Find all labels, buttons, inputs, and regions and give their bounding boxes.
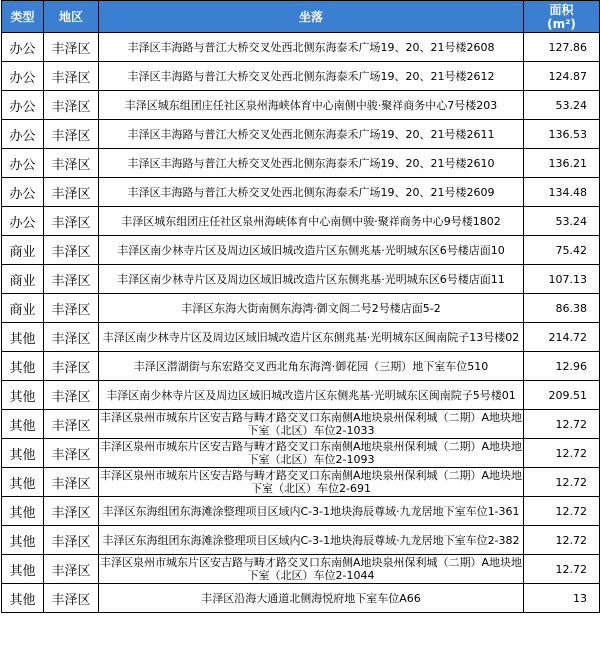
cell-size: 12.96 <box>524 352 600 381</box>
cell-area: 丰泽区 <box>44 149 99 178</box>
cell-type: 其他 <box>2 468 44 497</box>
cell-type: 商业 <box>2 294 44 323</box>
cell-address: 丰泽区泉州市城东片区安吉路与畴才路交叉口东南侧A地块泉州保利城（二期）A地块地下室（北区）车位2-1044 <box>99 556 523 582</box>
cell-area: 丰泽区 <box>44 207 99 236</box>
cell-size: 12.72 <box>524 497 600 526</box>
cell-address: 丰泽区丰海路与普江大桥交叉处西北侧东海泰禾广场19、20、21号楼2609 <box>99 178 524 207</box>
cell-size: 12.72 <box>524 526 600 555</box>
cell-area: 丰泽区 <box>44 91 99 120</box>
cell-address: 丰泽区丰海路与普江大桥交叉处西北侧东海泰禾广场19、20、21号楼2612 <box>99 62 524 91</box>
cell-size: 12.72 <box>524 468 600 497</box>
cell-address: 丰泽区泉州市城东片区安吉路与畴才路交叉口东南侧A地块泉州保利城（二期）A地块地下室（北区）车位2-1033 <box>99 411 523 437</box>
cell-address: 丰泽区东海组团东海滩涂整理项目区域内C-3-1地块海辰尊域·九龙居地下室车位2-382 <box>99 526 524 555</box>
cell-address: 丰泽区南少林寺片区及周边区域旧城改造片区东侧兆基·光明城东区闽南院子13号楼02 <box>99 323 524 352</box>
cell-type: 其他 <box>2 584 44 613</box>
cell-size: 12.72 <box>524 410 600 439</box>
cell-area: 丰泽区 <box>44 33 99 62</box>
cell-area: 丰泽区 <box>44 236 99 265</box>
header-area: 地区 <box>44 1 99 33</box>
cell-size: 12.72 <box>524 555 600 584</box>
cell-size: 214.72 <box>524 323 600 352</box>
cell-type: 其他 <box>2 410 44 439</box>
table-row <box>2 352 600 381</box>
cell-area: 丰泽区 <box>44 497 99 526</box>
cell-address: 丰泽区潜湖街与东宏路交叉西北角东海湾·御花园（三期）地下室车位510 <box>99 352 524 381</box>
cell-type: 其他 <box>2 323 44 352</box>
table-row <box>2 584 600 613</box>
cell-type: 办公 <box>2 62 44 91</box>
cell-area: 丰泽区 <box>44 323 99 352</box>
cell-type: 办公 <box>2 207 44 236</box>
cell-address: 丰泽区泉州市城东片区安吉路与畴才路交叉口东南侧A地块泉州保利城（二期）A地块地下室（北区）车位2-1093 <box>99 440 523 466</box>
cell-type: 办公 <box>2 91 44 120</box>
table-row <box>2 410 600 439</box>
cell-area: 丰泽区 <box>44 178 99 207</box>
header-size <box>524 1 600 33</box>
header-size-label: 面积 <box>549 2 574 17</box>
cell-type: 商业 <box>2 236 44 265</box>
table-row <box>2 468 600 497</box>
table-row <box>2 178 600 207</box>
cell-address: 丰泽区南少林寺片区及周边区域旧城改造片区东侧兆基·光明城东区闽南院子5号楼01 <box>99 381 524 410</box>
cell-type: 其他 <box>2 439 44 468</box>
cell-area: 丰泽区 <box>44 584 99 613</box>
cell-area: 丰泽区 <box>44 381 99 410</box>
cell-address: 丰泽区丰海路与普江大桥交叉处西北侧东海泰禾广场19、20、21号楼2611 <box>99 120 524 149</box>
cell-address: 丰泽区丰海路与普江大桥交叉处西北侧东海泰禾广场19、20、21号楼2610 <box>99 149 524 178</box>
header-type: 类型 <box>2 1 44 33</box>
cell-type: 其他 <box>2 526 44 555</box>
table-row <box>2 149 600 178</box>
cell-size: 13 <box>524 584 600 613</box>
cell-type: 商业 <box>2 265 44 294</box>
cell-type: 其他 <box>2 555 44 584</box>
table-body <box>2 33 600 613</box>
table-row <box>2 265 600 294</box>
cell-area: 丰泽区 <box>44 352 99 381</box>
cell-size: 75.42 <box>524 236 600 265</box>
cell-size: 53.24 <box>524 207 600 236</box>
cell-size: 12.72 <box>524 439 600 468</box>
cell-size: 127.86 <box>524 33 600 62</box>
cell-type: 其他 <box>2 381 44 410</box>
cell-area: 丰泽区 <box>44 62 99 91</box>
header-size-unit: (m²) <box>547 16 576 31</box>
table-row <box>2 294 600 323</box>
property-table <box>1 0 600 613</box>
table-row <box>2 555 600 584</box>
cell-type: 办公 <box>2 120 44 149</box>
cell-address: 丰泽区丰海路与普江大桥交叉处西北侧东海泰禾广场19、20、21号楼2608 <box>99 33 524 62</box>
table-row <box>2 439 600 468</box>
cell-area: 丰泽区 <box>44 468 99 497</box>
cell-area: 丰泽区 <box>44 120 99 149</box>
cell-area: 丰泽区 <box>44 555 99 584</box>
cell-size: 53.24 <box>524 91 600 120</box>
cell-size: 136.53 <box>524 120 600 149</box>
cell-size: 86.38 <box>524 294 600 323</box>
cell-size: 134.48 <box>524 178 600 207</box>
cell-address: 丰泽区泉州市城东片区安吉路与畴才路交叉口东南侧A地块泉州保利城（二期）A地块地下室（北区）车位2-691 <box>99 469 523 495</box>
table-row <box>2 381 600 410</box>
cell-type: 办公 <box>2 178 44 207</box>
cell-address: 丰泽区东海大街南侧东海湾·御文阁二号2号楼店面5-2 <box>99 294 524 323</box>
cell-size: 124.87 <box>524 62 600 91</box>
cell-size: 136.21 <box>524 149 600 178</box>
cell-address: 丰泽区东海组团东海滩涂整理项目区域内C-3-1地块海辰尊域·九龙居地下室车位1-361 <box>99 497 524 526</box>
cell-area: 丰泽区 <box>44 294 99 323</box>
table-row <box>2 91 600 120</box>
cell-size: 209.51 <box>524 381 600 410</box>
table-row <box>2 236 600 265</box>
cell-type: 办公 <box>2 149 44 178</box>
cell-address: 丰泽区南少林寺片区及周边区域旧城改造片区东侧兆基·光明城东区6号楼店面11 <box>99 265 524 294</box>
cell-area: 丰泽区 <box>44 439 99 468</box>
table-row <box>2 33 600 62</box>
cell-area: 丰泽区 <box>44 526 99 555</box>
table-row <box>2 323 600 352</box>
header-row <box>2 1 600 33</box>
header-address: 坐落 <box>99 1 524 33</box>
table-row <box>2 526 600 555</box>
table-row <box>2 207 600 236</box>
table-row <box>2 62 600 91</box>
cell-area: 丰泽区 <box>44 265 99 294</box>
cell-address: 丰泽区沿海大通道北侧海悦府地下室车位A66 <box>99 584 524 613</box>
table-row <box>2 497 600 526</box>
cell-size: 107.13 <box>524 265 600 294</box>
cell-address: 丰泽区城东组团庄任社区泉州海峡体育中心南侧中骏·聚祥商务中心7号楼203 <box>99 91 524 120</box>
cell-type: 其他 <box>2 497 44 526</box>
cell-type: 其他 <box>2 352 44 381</box>
cell-address: 丰泽区南少林寺片区及周边区域旧城改造片区东侧兆基·光明城东区6号楼店面10 <box>99 236 524 265</box>
cell-area: 丰泽区 <box>44 410 99 439</box>
table-row <box>2 120 600 149</box>
cell-type: 办公 <box>2 33 44 62</box>
cell-address: 丰泽区城东组团庄任社区泉州海峡体育中心南侧中骏·聚祥商务中心9号楼1802 <box>99 207 524 236</box>
